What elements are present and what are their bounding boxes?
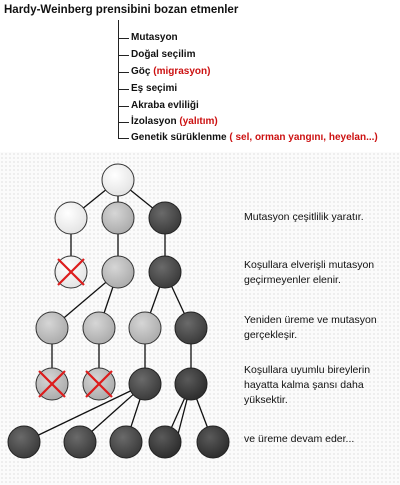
step-description-2: Koşullara elverişli mutasyon geçirmeyenler elenir. <box>244 259 375 286</box>
individual-node <box>8 426 40 458</box>
step-description-4: Koşullara uyumlu bireylerin hayatta kalma şansı daha yüksektir. <box>244 364 371 406</box>
individual-node <box>102 202 134 234</box>
individual-node <box>175 312 207 344</box>
factor-isolation: İzolasyon (yalıtım) <box>131 116 218 127</box>
individual-node <box>102 256 134 288</box>
individual-node <box>149 202 181 234</box>
bracket-branch <box>118 89 129 90</box>
factor-inbreeding: Akraba evliliği <box>131 100 199 111</box>
individual-node <box>110 426 142 458</box>
factor-mutation: Mutasyon <box>131 32 178 43</box>
bracket-branch <box>118 122 129 123</box>
individual-node <box>129 312 161 344</box>
selection-diagram-panel <box>0 152 400 485</box>
individual-node <box>36 312 68 344</box>
bracket-branch <box>118 72 129 73</box>
step-description-3: Yeniden üreme ve mutasyon gerçekleşir. <box>244 314 377 341</box>
factor-genetic-drift: Genetik sürüklenme ( sel, orman yangını, heyelan...) <box>131 132 378 143</box>
factor-mate-selection: Eş seçimi <box>131 83 178 94</box>
bracket-branch <box>118 106 129 107</box>
step-description-5: ve üreme devam eder... <box>244 433 355 445</box>
individual-node <box>83 312 115 344</box>
individual-node <box>175 368 207 400</box>
bracket-branch <box>118 55 129 56</box>
individual-node <box>102 164 134 196</box>
individual-node <box>149 256 181 288</box>
page-title: Hardy-Weinberg prensibini bozan etmenler <box>4 4 239 16</box>
individual-node <box>129 368 161 400</box>
individual-node <box>197 426 229 458</box>
bracket-branch <box>118 38 129 39</box>
step-description-1: Mutasyon çeşitlilik yaratır. <box>244 211 364 223</box>
bracket-branch <box>118 138 129 139</box>
factors-panel <box>0 0 400 152</box>
factor-migration: Göç (migrasyon) <box>131 66 211 77</box>
factor-natural-selection: Doğal seçilim <box>131 49 196 60</box>
individual-node <box>55 202 87 234</box>
individual-node <box>64 426 96 458</box>
individual-node <box>149 426 181 458</box>
